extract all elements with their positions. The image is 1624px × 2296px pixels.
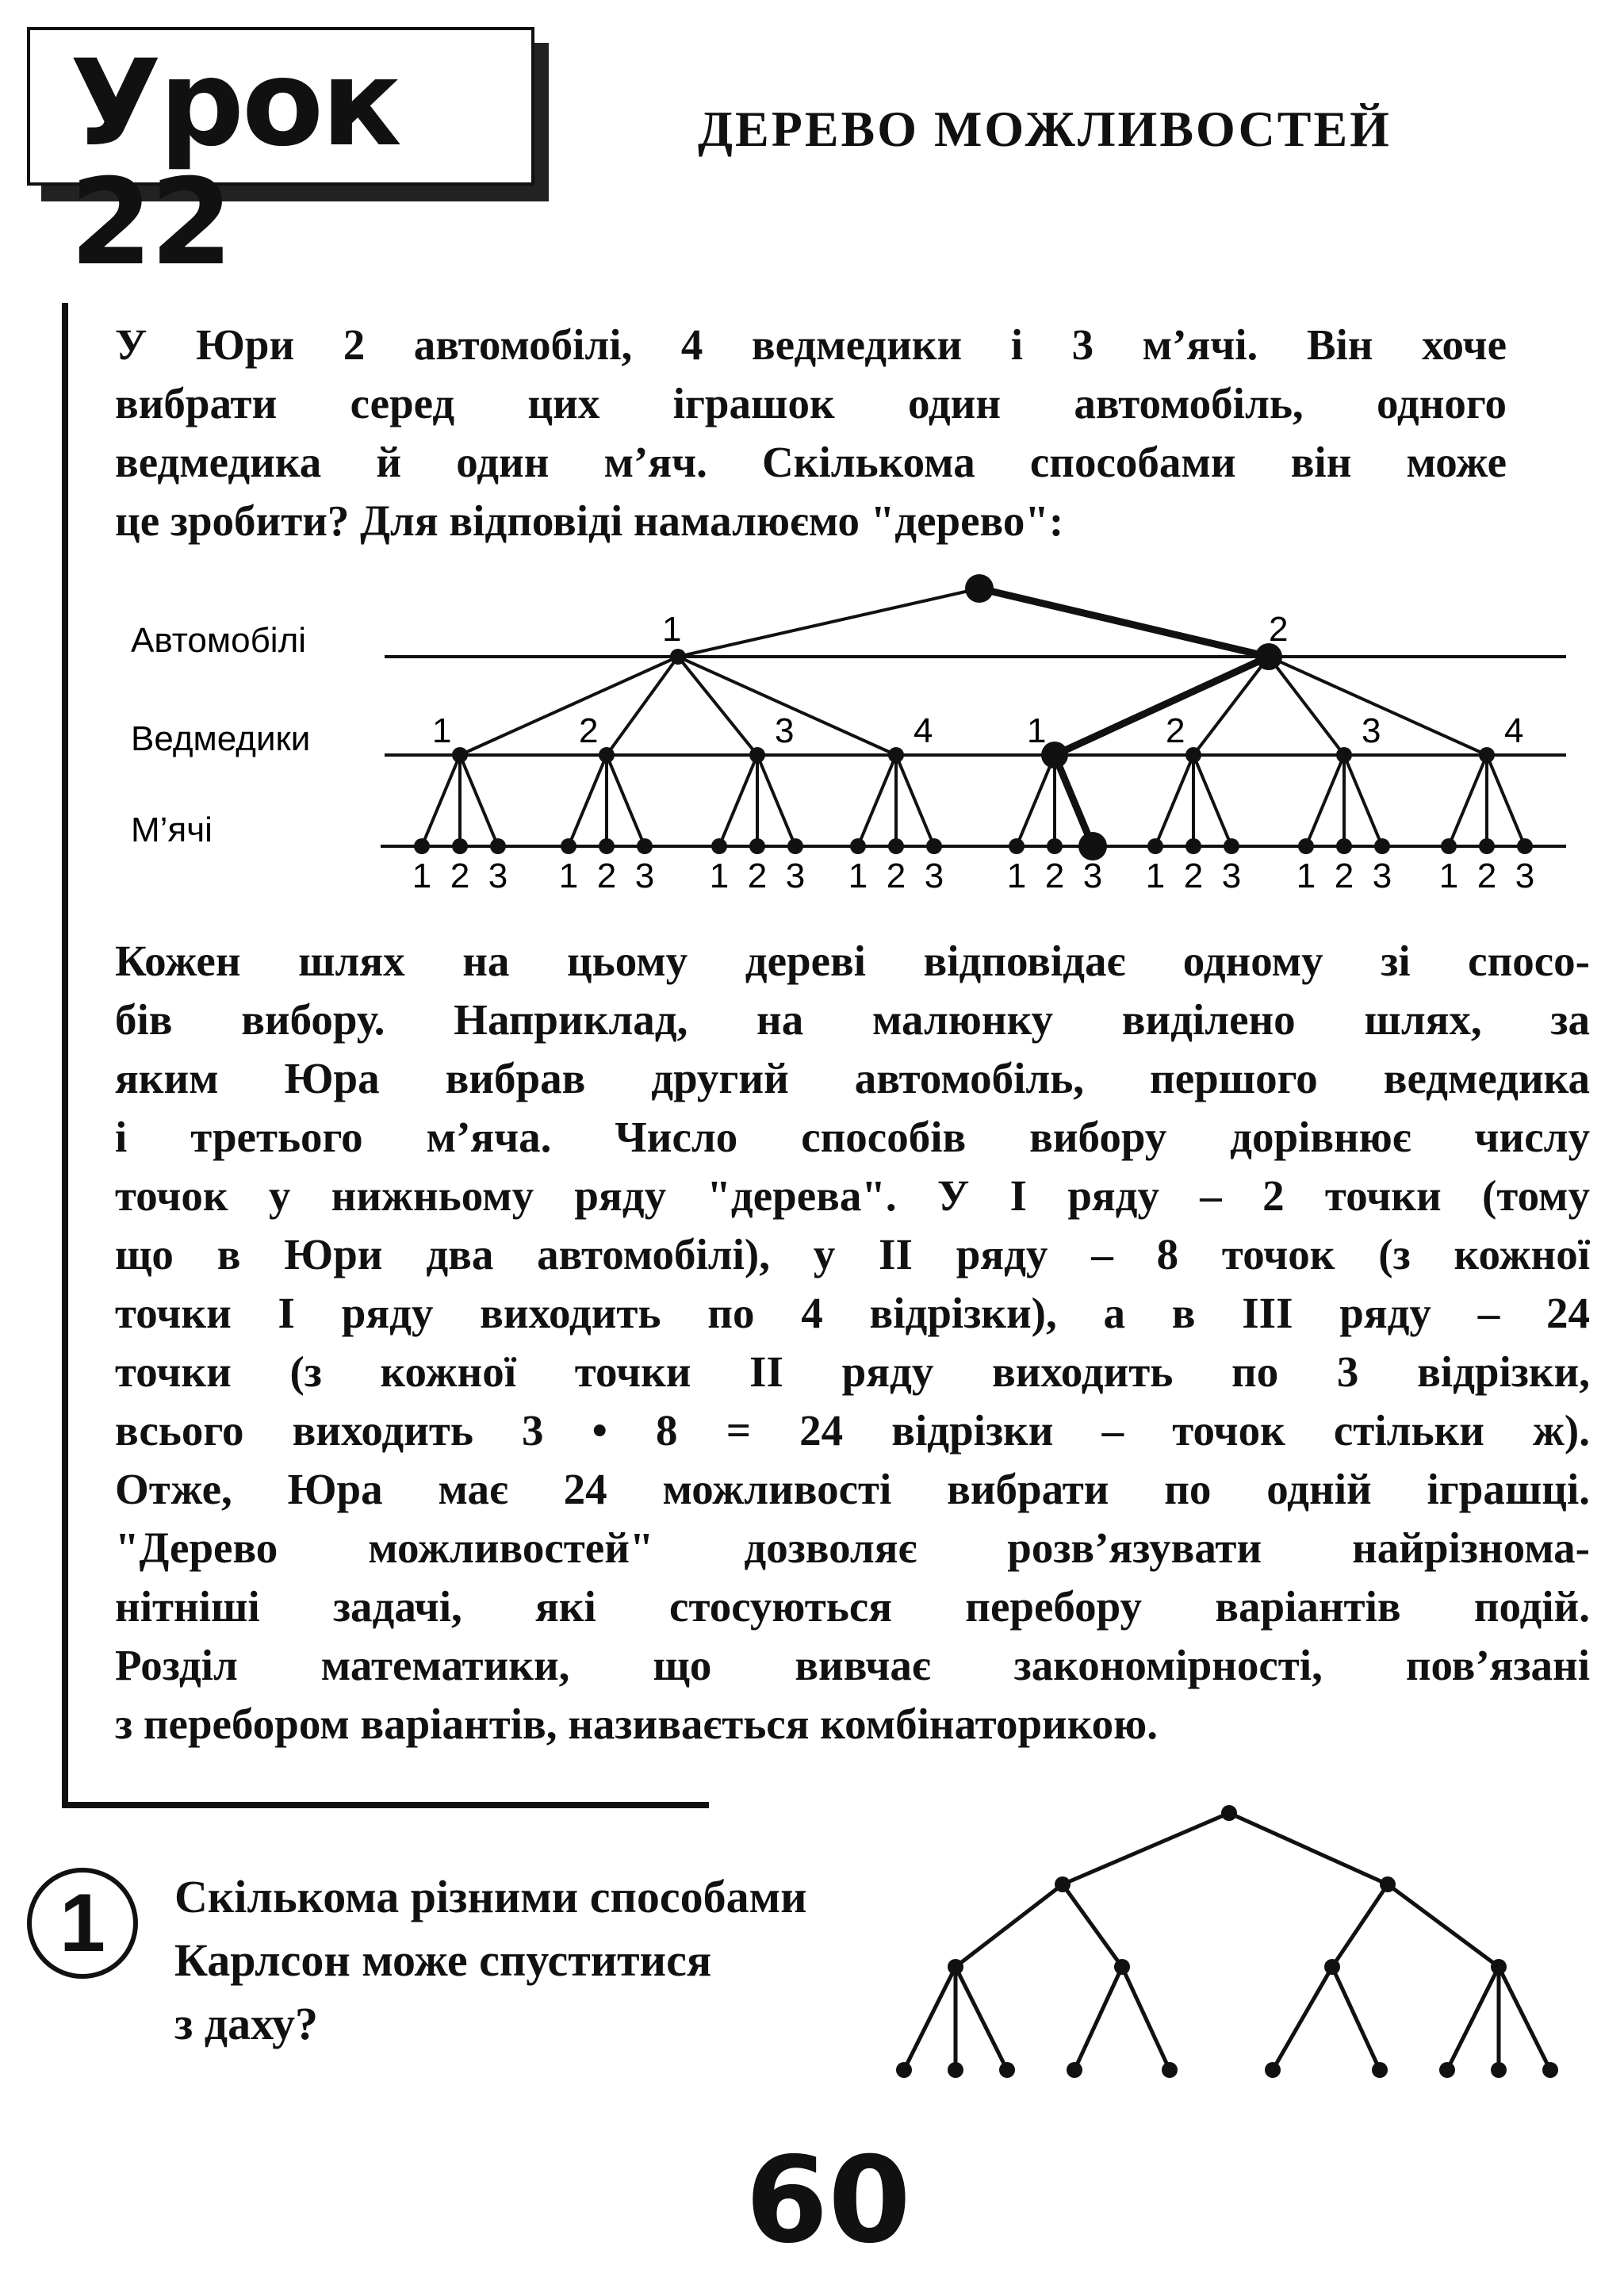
text-segment: всього виходить 3 • 8 = 24 відрізки – точок стільки ж). bbox=[115, 1406, 1590, 1455]
ball-node bbox=[1441, 838, 1457, 854]
text-segment: з перебором варіантів, називається bbox=[115, 1700, 821, 1748]
tree-edge bbox=[1306, 755, 1344, 846]
car-label: 1 bbox=[662, 610, 682, 649]
ball-node bbox=[1298, 838, 1314, 854]
row-label: Ведмедики bbox=[131, 719, 311, 758]
text-segment: "Дерево можливостей" дозволяє розв’язувати найрізнома- bbox=[115, 1524, 1590, 1572]
ball-label: 2 bbox=[1334, 857, 1354, 895]
tree-edge bbox=[607, 755, 645, 846]
tree-node bbox=[1114, 1959, 1130, 1975]
bear-node bbox=[888, 747, 904, 763]
tree-edge bbox=[858, 755, 896, 846]
explanation-line bbox=[115, 991, 1590, 1049]
tree-edge bbox=[956, 1884, 1063, 1967]
explanation-line bbox=[115, 1460, 1590, 1519]
tree-edge bbox=[979, 588, 1269, 657]
ball-label: 1 bbox=[412, 857, 432, 895]
ball-node bbox=[637, 838, 653, 854]
ball-label: 2 bbox=[596, 857, 617, 895]
car-node bbox=[670, 649, 686, 665]
tree-edge bbox=[757, 755, 795, 846]
ball-node bbox=[926, 838, 942, 854]
bear-label: 1 bbox=[1027, 711, 1047, 750]
ball-node bbox=[1147, 838, 1163, 854]
tree-edge bbox=[1063, 1884, 1122, 1967]
row-label: М’ячі bbox=[131, 811, 213, 849]
intro-paragraph bbox=[115, 316, 1507, 550]
explanation-line bbox=[115, 1695, 1590, 1754]
text-segment: Отже, Юра має 24 можливості вибрати по одній іграшці. bbox=[115, 1465, 1590, 1513]
tree-node bbox=[1380, 1876, 1396, 1892]
ball-node bbox=[711, 838, 727, 854]
tree-node bbox=[1324, 1959, 1340, 1975]
ball-node bbox=[787, 838, 803, 854]
ball-node bbox=[1336, 838, 1352, 854]
explanation-line bbox=[115, 1284, 1590, 1343]
bear-label: 3 bbox=[775, 711, 795, 750]
text-segment: бів вибору. Наприклад, на малюнку виділено шлях, за bbox=[115, 995, 1590, 1044]
tree-node bbox=[948, 1959, 963, 1975]
tree-edge bbox=[1063, 1813, 1229, 1884]
tree-edge bbox=[1122, 1967, 1170, 2070]
problem-question bbox=[174, 1865, 807, 2056]
topic-title: ДЕРЕВО МОЖЛИВОСТЕЙ bbox=[698, 101, 1392, 157]
tree-edge bbox=[1344, 755, 1382, 846]
tree-edge bbox=[678, 588, 979, 657]
ball-node bbox=[749, 838, 765, 854]
tree-edge bbox=[1269, 657, 1344, 755]
ball-label: 2 bbox=[747, 857, 768, 895]
problem-line: Скількома різними способами bbox=[174, 1871, 807, 1922]
ball-label: 3 bbox=[785, 857, 806, 895]
ball-label: 2 bbox=[1183, 857, 1204, 895]
tree-edge bbox=[678, 657, 757, 755]
tree-edge bbox=[896, 755, 934, 846]
tree-edge bbox=[1447, 1967, 1499, 2070]
ball-node bbox=[1047, 838, 1063, 854]
ball-node bbox=[888, 838, 904, 854]
text-segment: точки (з кожної точки ІІ ряду виходить по 3 відрізки, bbox=[115, 1347, 1590, 1396]
intro-line: це зробити? Для відповіді намалюємо "дерево": bbox=[115, 496, 1064, 545]
tree-edge bbox=[1017, 755, 1055, 846]
explanation-line bbox=[115, 1401, 1590, 1460]
ball-label: 1 bbox=[1145, 857, 1166, 895]
bear-label: 4 bbox=[1504, 711, 1524, 750]
tree-edge bbox=[1055, 657, 1269, 755]
leaf-node bbox=[948, 2062, 963, 2078]
tree-edge bbox=[1449, 755, 1487, 846]
text-segment: точки І ряду виходить по 4 відрізки), а в ІІІ ряду – 24 bbox=[115, 1289, 1590, 1337]
ball-node bbox=[1517, 838, 1533, 854]
leaf-node bbox=[1542, 2062, 1558, 2078]
text-segment: яким Юра вибрав другий автомобіль, першого ведмедика bbox=[115, 1054, 1590, 1102]
ball-label: 3 bbox=[1372, 857, 1392, 895]
text-segment: що в Юри два автомобілі), у ІІ ряду – 8 точок (з кожної bbox=[115, 1230, 1590, 1278]
ball-label: 1 bbox=[1438, 857, 1459, 895]
bear-label: 2 bbox=[1166, 711, 1185, 750]
tree-edge bbox=[719, 755, 757, 846]
ball-label: 2 bbox=[1477, 857, 1497, 895]
tree-edge bbox=[1074, 1967, 1122, 2070]
bear-label: 4 bbox=[914, 711, 933, 750]
leaf-node bbox=[1162, 2062, 1178, 2078]
text-segment: нітніші задачі, які стосуються перебору варіантів подій. bbox=[115, 1582, 1590, 1631]
bear-node bbox=[1336, 747, 1352, 763]
term-combinatorics: комбінаторикою bbox=[820, 1700, 1147, 1748]
ball-node bbox=[599, 838, 615, 854]
problem-line: з даху? bbox=[174, 1998, 318, 2049]
leaf-node bbox=[999, 2062, 1015, 2078]
ball-node bbox=[1374, 838, 1390, 854]
tree-edge bbox=[1388, 1884, 1499, 1967]
text-segment: Розділ математики, що вивчає закономірності, пов’язані bbox=[115, 1641, 1590, 1689]
ball-label: 1 bbox=[848, 857, 868, 895]
tree-root-node bbox=[965, 574, 994, 603]
tree-node bbox=[1491, 1959, 1507, 1975]
leaf-node bbox=[1491, 2062, 1507, 2078]
leaf-node bbox=[1265, 2062, 1281, 2078]
tree-edge bbox=[956, 1967, 1007, 2070]
explanation-line bbox=[115, 1636, 1590, 1695]
ball-label: 3 bbox=[1221, 857, 1242, 895]
intro-line: У Юри 2 автомобілі, 4 ведмедики і 3 м’ячі. Він хоче bbox=[115, 320, 1507, 369]
tree-edge bbox=[1229, 1813, 1388, 1884]
ball-label: 3 bbox=[634, 857, 655, 895]
explanation-line bbox=[115, 1225, 1590, 1284]
ball-label: 3 bbox=[488, 857, 508, 895]
explanation-line bbox=[115, 1577, 1590, 1636]
ball-node bbox=[1479, 838, 1495, 854]
bear-node bbox=[1479, 747, 1495, 763]
ball-label: 2 bbox=[886, 857, 906, 895]
ball-node bbox=[1224, 838, 1239, 854]
text-segment: точок у нижньому ряду "дерева". У І ряду – 2 точки (тому bbox=[115, 1171, 1590, 1220]
ball-node bbox=[1009, 838, 1025, 854]
ball-label: 3 bbox=[1515, 857, 1535, 895]
ball-node bbox=[561, 838, 576, 854]
tree-edge bbox=[1055, 755, 1093, 846]
ball-label: 1 bbox=[709, 857, 730, 895]
frame-left-border bbox=[62, 303, 68, 1808]
ball-node bbox=[1185, 838, 1201, 854]
intro-line: ведмедика й один м’яч. Скількома способами він може bbox=[115, 438, 1507, 486]
ball-label: 3 bbox=[924, 857, 944, 895]
explanation-line bbox=[115, 1167, 1590, 1225]
text-segment: Кожен шлях на цьому дереві відповідає одному зі спосо- bbox=[115, 937, 1590, 985]
problem-line: Карлсон може спуститися bbox=[174, 1934, 712, 1986]
row-label: Автомобілі bbox=[131, 621, 307, 660]
tree-root-node bbox=[1221, 1805, 1237, 1821]
ball-label: 2 bbox=[450, 857, 470, 895]
bear-label: 1 bbox=[432, 711, 452, 750]
ball-label: 3 bbox=[1082, 857, 1103, 895]
explanation-line bbox=[115, 1108, 1590, 1167]
leaf-node bbox=[1067, 2062, 1082, 2078]
bear-node bbox=[599, 747, 615, 763]
text-segment: . bbox=[1147, 1700, 1158, 1748]
lesson-title: Урок 22 bbox=[70, 35, 400, 292]
car-label: 2 bbox=[1269, 610, 1289, 649]
text-segment: і третього м’яча. Число способів вибору дорівнює числу bbox=[115, 1113, 1590, 1161]
bear-label: 2 bbox=[579, 711, 599, 750]
tree-edge bbox=[569, 755, 607, 846]
tree-edge bbox=[1193, 755, 1231, 846]
tree-edge bbox=[1273, 1967, 1332, 2070]
ball-node bbox=[490, 838, 506, 854]
leaf-node bbox=[1439, 2062, 1455, 2078]
tree-edge bbox=[1332, 1884, 1388, 1967]
ball-label: 1 bbox=[1296, 857, 1316, 895]
explanation-line bbox=[115, 1519, 1590, 1577]
ball-node bbox=[850, 838, 866, 854]
tree-edge bbox=[1487, 755, 1525, 846]
leaf-node bbox=[896, 2062, 912, 2078]
tree-edge bbox=[1155, 755, 1193, 846]
ball-node bbox=[414, 838, 430, 854]
problem-tree-diagram bbox=[872, 1792, 1586, 2094]
ball-node bbox=[452, 838, 468, 854]
tree-edge bbox=[460, 657, 678, 755]
tree-edge bbox=[460, 755, 498, 846]
ball-label: 1 bbox=[1006, 857, 1027, 895]
tree-edge bbox=[422, 755, 460, 846]
ball-label: 1 bbox=[558, 857, 579, 895]
ball-label: 2 bbox=[1044, 857, 1065, 895]
intro-line: вибрати серед цих іграшок один автомобіль, одного bbox=[115, 379, 1507, 427]
tree-edge bbox=[1332, 1967, 1380, 2070]
explanation-line bbox=[115, 932, 1590, 991]
bear-node bbox=[452, 747, 468, 763]
page-number: 60 bbox=[745, 2132, 911, 2270]
problem-number-badge: 1 bbox=[27, 1868, 138, 1979]
explanation-line bbox=[115, 1343, 1590, 1401]
leaf-node bbox=[1372, 2062, 1388, 2078]
tree-edge bbox=[1499, 1967, 1550, 2070]
lesson-label-box bbox=[27, 27, 534, 292]
bear-label: 3 bbox=[1362, 711, 1381, 750]
bear-node bbox=[749, 747, 765, 763]
possibility-tree-diagram bbox=[111, 565, 1586, 906]
explanation-line bbox=[115, 1049, 1590, 1108]
tree-edge bbox=[904, 1967, 956, 2070]
frame-bottom-border bbox=[62, 1802, 709, 1808]
tree-node bbox=[1055, 1876, 1071, 1892]
bear-node bbox=[1185, 747, 1201, 763]
explanation-paragraph bbox=[115, 932, 1590, 1754]
